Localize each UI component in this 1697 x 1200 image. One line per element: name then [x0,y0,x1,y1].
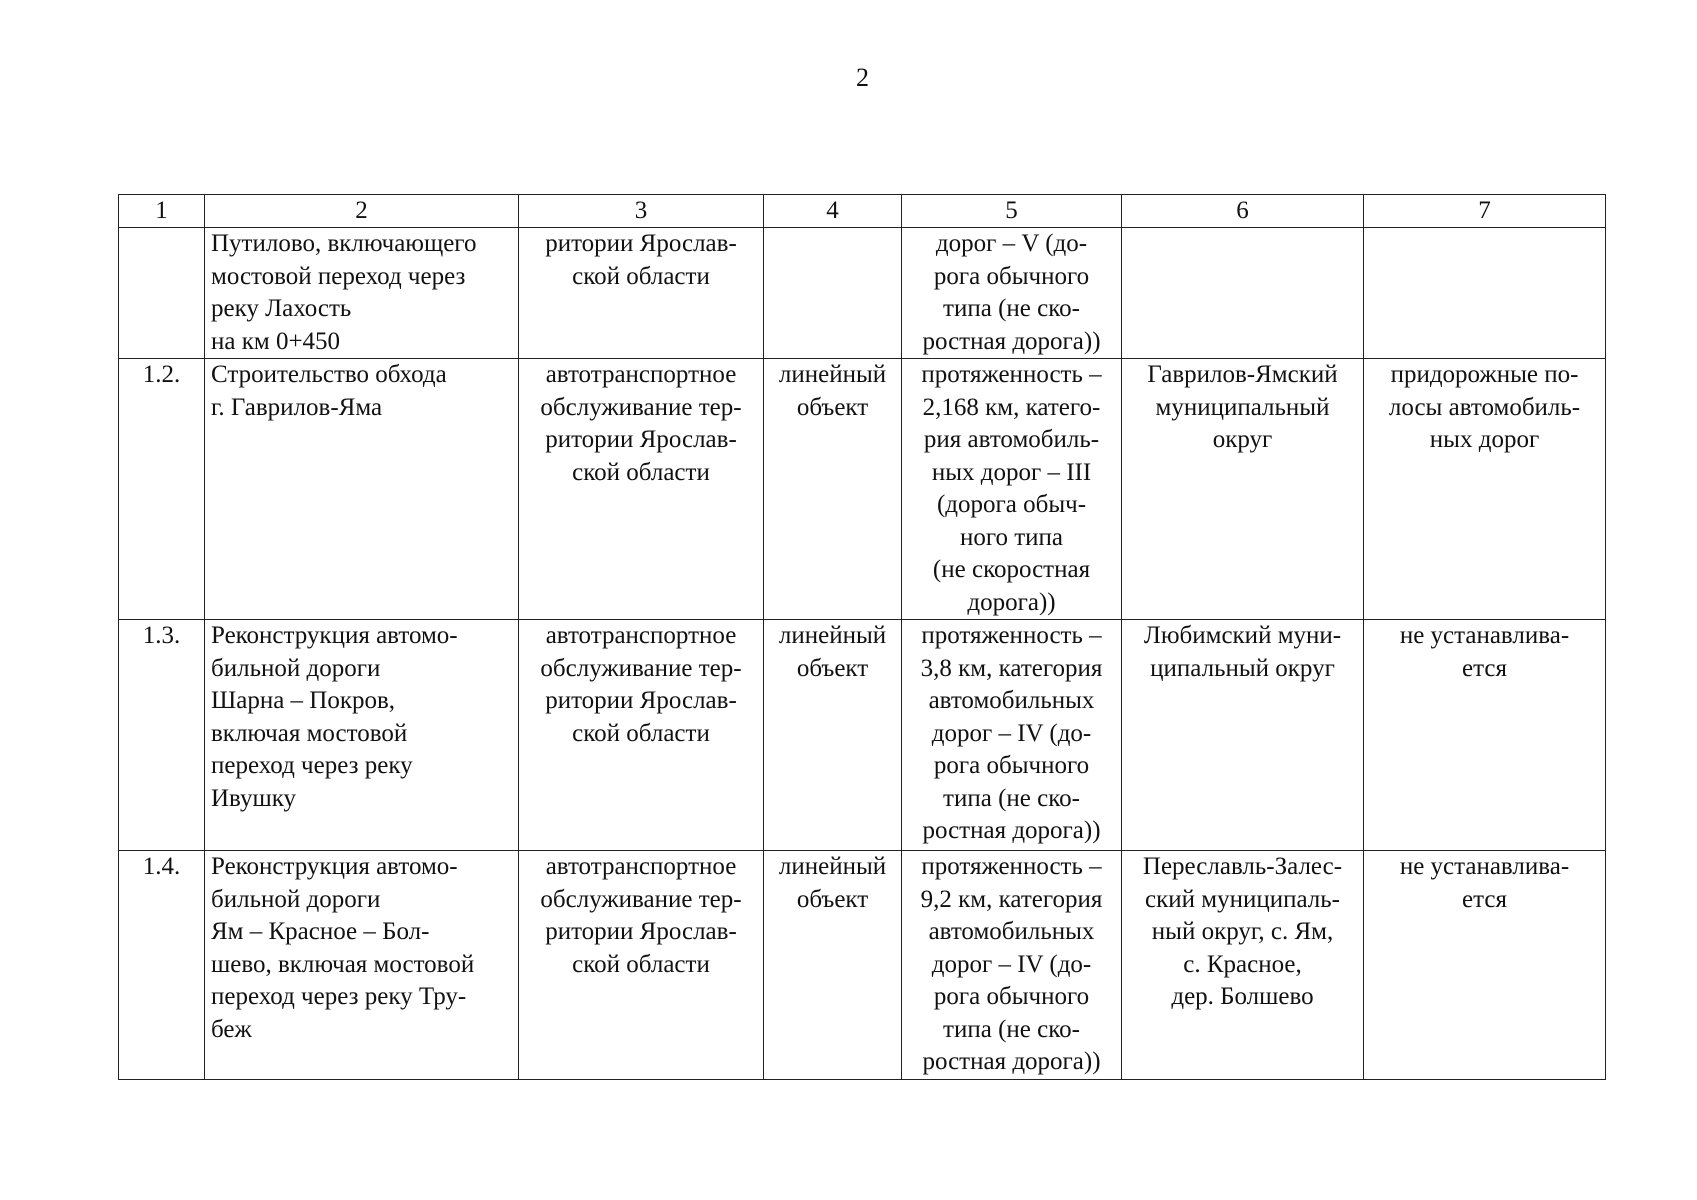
object-location: Любимский муни- ципальный округ [1122,620,1364,851]
object-name: Строительство обхода г. Гаврилов-Яма [205,359,519,620]
objects-table [118,194,1606,1080]
column-header: 6 [1122,195,1364,228]
object-type: линейный объект [764,851,902,1080]
object-name: Реконструкция автомо- бильной дороги Шарна – Покров, включая мостовой переход через реку Ивушку [205,620,519,851]
table-row [119,359,1606,620]
object-purpose: ритории Ярослав- ской области [519,228,764,359]
object-purpose: автотранспортное обслуживание тер- ритории Ярослав- ской области [519,359,764,620]
column-header: 7 [1364,195,1606,228]
column-header: 2 [205,195,519,228]
object-location: Гаврилов-Ямский муниципальный округ [1122,359,1364,620]
object-type [764,228,902,359]
object-purpose: автотранспортное обслуживание тер- ритории Ярослав- ской области [519,851,764,1080]
table-row [119,851,1606,1080]
object-characteristics: протяженность – 9,2 км, категория автомобильных дорог – IV (до- рога обычного типа (не ско- ростная дорога)) [902,851,1122,1080]
object-zones: придорожные по- лосы автомобиль- ных дорог [1364,359,1606,620]
object-location: Переславль-Залес- ский муниципаль- ный округ, с. Ям, с. Красное, дер. Болшево [1122,851,1364,1080]
object-characteristics: протяженность – 3,8 км, категория автомобильных дорог – IV (до- рога обычного типа (не ско- ростная дорога)) [902,620,1122,851]
row-number: 1.2. [119,359,205,620]
column-header: 4 [764,195,902,228]
header-row [119,195,1606,228]
row-number: 1.4. [119,851,205,1080]
object-zones: не устанавлива- ется [1364,620,1606,851]
object-zones: не устанавлива- ется [1364,851,1606,1080]
object-type: линейный объект [764,620,902,851]
object-purpose: автотранспортное обслуживание тер- ритории Ярослав- ской области [519,620,764,851]
column-header: 1 [119,195,205,228]
column-header: 5 [902,195,1122,228]
table-row [119,228,1606,359]
object-zones [1364,228,1606,359]
column-header: 3 [519,195,764,228]
object-name: Реконструкция автомо- бильной дороги Ям – Красное – Бол- шево, включая мостовой переход через реку Тру- беж [205,851,519,1080]
object-name: Путилово, включающего мостовой переход через реку Лахость на км 0+450 [205,228,519,359]
table-row [119,620,1606,851]
row-number: 1.3. [119,620,205,851]
object-type: линейный объект [764,359,902,620]
object-characteristics: протяженность – 2,168 км, катего- рия автомобиль- ных дорог – III (дорога обыч- ного типа (не скоростная дорога)) [902,359,1122,620]
object-location [1122,228,1364,359]
row-number [119,228,205,359]
page-number: 2 [856,63,869,92]
object-characteristics: дорог – V (до- рога обычного типа (не ско- ростная дорога)) [902,228,1122,359]
